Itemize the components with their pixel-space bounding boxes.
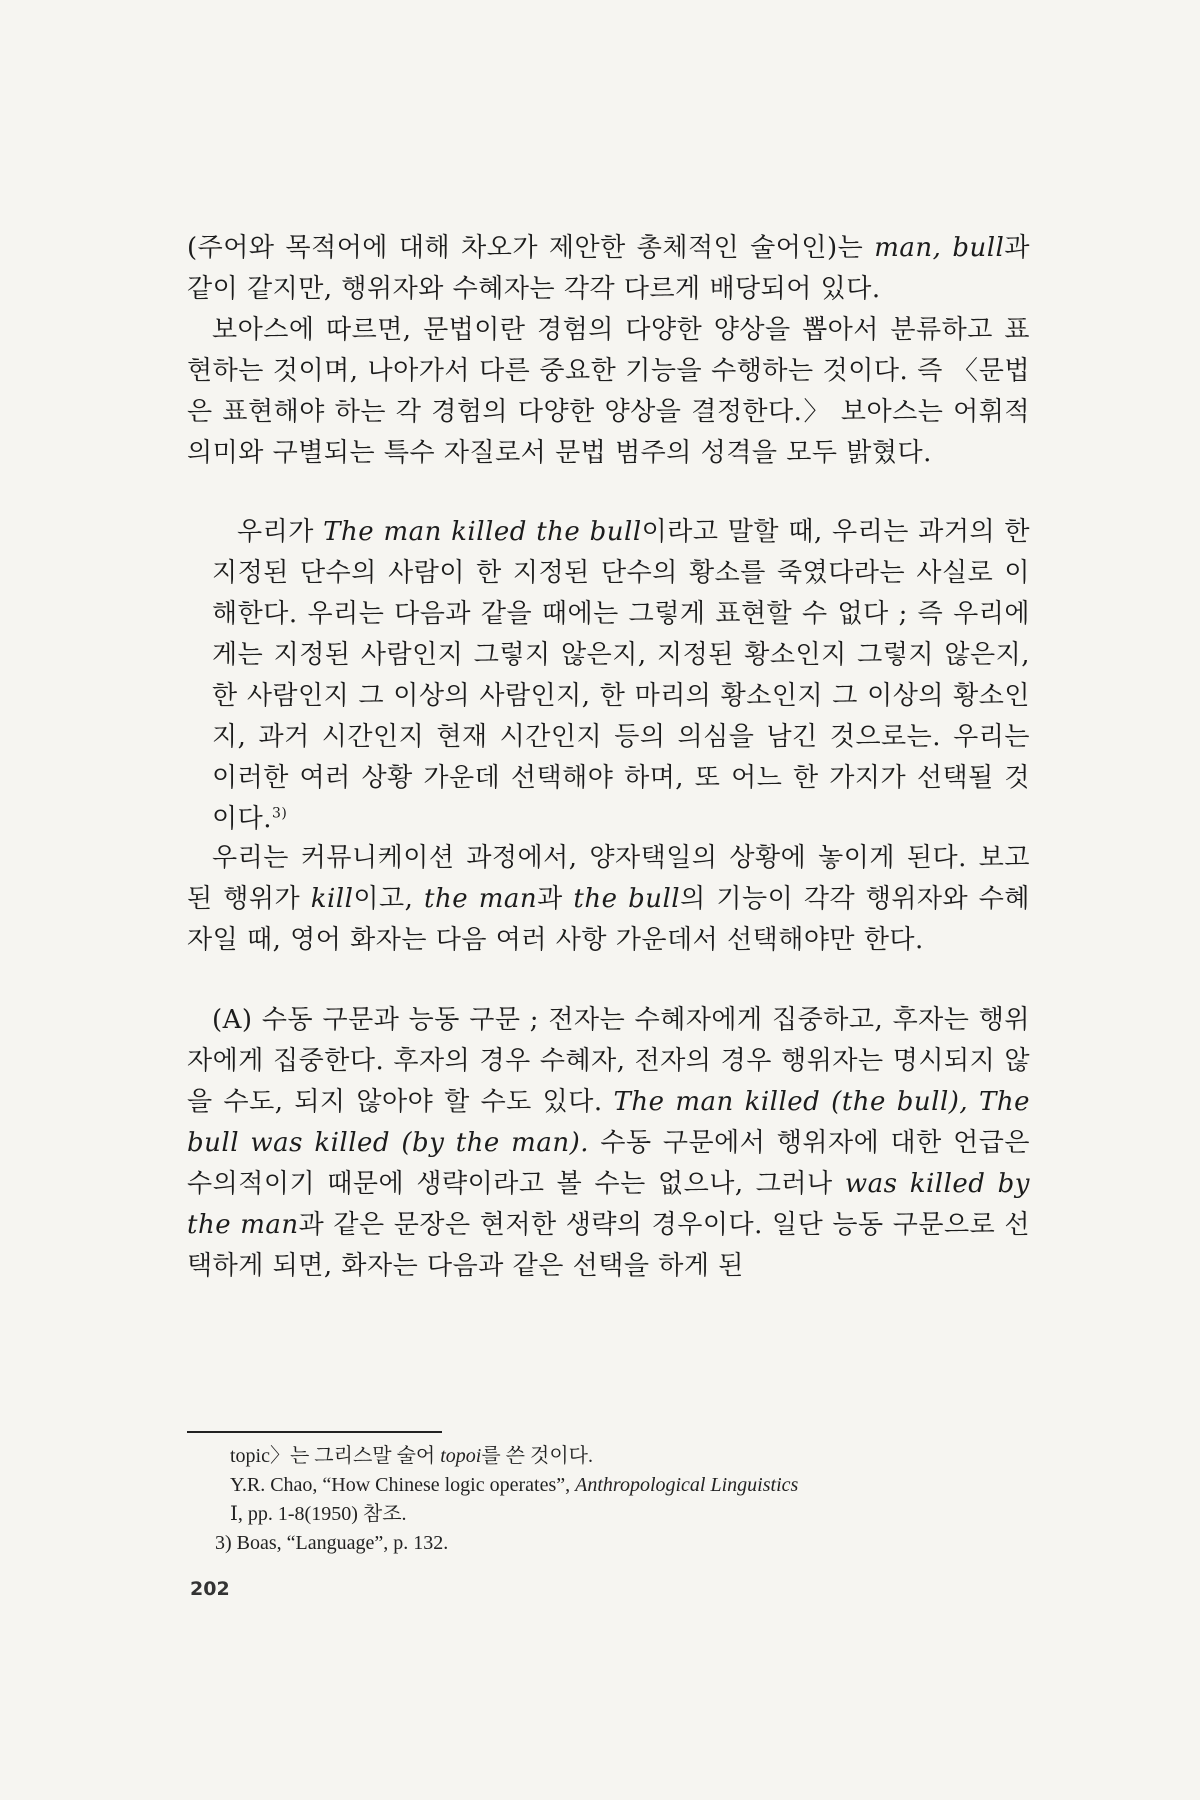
paragraph-boas — [187, 310, 1030, 474]
footnote-italic-text: topoi — [440, 1445, 482, 1467]
footnote-italic-text: Anthropological Linguistics — [575, 1474, 799, 1496]
paragraph-text: 수동 구문에서 행위자에 대한 언급은 수의적이기 때문에 생략이라고 볼 수는 없으나, 그러나 — [187, 1128, 1030, 1199]
block-quote — [212, 512, 1030, 840]
paragraph-text: (주어와 목적어에 대해 차오가 제안한 총체적인 술어인)는 — [187, 233, 875, 263]
footnote-line — [230, 1471, 1030, 1500]
paragraph-text: (A) 수동 구문과 능동 구문 ; 전자는 수혜자에게 집중하고, 후자는 행위자에게 집중한다. 후자의 경우 수혜자, 전자의 경우 행위자는 명시되지 않을 수도, 되지 않아야 할 수도 있다. — [187, 1005, 1030, 1117]
paragraph-italic-text: was killed by the man — [187, 1169, 1030, 1240]
footnote-divider — [187, 1431, 442, 1433]
paragraph-italic-text: the man — [424, 884, 538, 914]
quote-text: 우리가 — [237, 517, 324, 547]
paragraph-italic-text: the bull — [573, 884, 681, 914]
quote-text: 이라고 말할 때, 우리는 과거의 한 지정된 단수의 사람이 한 지정된 단수의 황소를 죽였다라는 사실로 이해한다. 우리는 다음과 같을 때에는 그렇게 표현할 수 없다 ; 즉 우리에게는 지정된 사람인지 그렇지 않은지, 지정된 황소인지 그렇지 않은지, 한 사람인지 그 이상의 사람인지, 한 마리의 황소인지 그 이상의 황소인지, 과거 시간인지 현재 시간인지 등의 의심을 남긴 것으로는. 우리는 이러한 여러 상황 가운데 선택해야 하며, 또 어느 한 가지가 선택될 것이다. — [212, 517, 1030, 834]
footnotes — [215, 1442, 1030, 1558]
paragraph-italic-text: kill — [310, 884, 354, 914]
paragraph-text: 이고, — [353, 884, 425, 914]
paragraph-italic-text: The man killed (the bull), The bull was killed (by the man). — [187, 1087, 1031, 1158]
paragraph-text: 우리는 커뮤니케이션 과정에서, 양자택일의 상황에 놓이게 된다. 보고된 행위가 — [187, 843, 1030, 914]
footnote-line — [230, 1442, 1030, 1471]
page-number: 202 — [190, 1578, 230, 1600]
paragraph-text: 과 같이 같지만, 행위자와 수혜자는 각각 다르게 배당되어 있다. — [187, 233, 1030, 304]
paragraph-text: 과 — [537, 884, 574, 914]
paragraph-continuation — [187, 228, 1030, 310]
paragraph-communication — [187, 838, 1030, 961]
paragraph-item-a — [187, 1000, 1030, 1287]
footnote-text: Y.R. Chao, “How Chinese logic operates”, — [230, 1474, 576, 1496]
footnote-line: 3) Boas, “Language”, p. 132. — [215, 1532, 449, 1554]
quote-italic-text: The man killed the bull — [323, 517, 642, 547]
footnote-text: topic〉는 그리스말 술어 — [230, 1445, 441, 1467]
paragraph-text: 의 기능이 각각 행위자와 수혜자일 때, 영어 화자는 다음 여러 사항 가운데서 선택해야만 한다. — [187, 884, 1031, 955]
footnote-reference: 3) — [272, 805, 288, 822]
footnote-line: Ⅰ, pp. 1-8(1950) 참조. — [230, 1503, 407, 1525]
footnote-text: 를 쓴 것이다. — [481, 1445, 593, 1467]
paragraph-italic-text: man, bull — [874, 233, 1005, 263]
paragraph-text: 보아스에 따르면, 문법이란 경험의 다양한 양상을 뽑아서 분류하고 표현하는 것이며, 나아가서 다른 중요한 기능을 수행하는 것이다. 즉 〈문법은 표현해야 하는 각 경험의 다양한 양상을 결정한다.〉 보아스는 어휘적 의미와 구별되는 특수 자질로서 문법 범주의 성격을 모두 밝혔다. — [187, 315, 1030, 468]
paragraph-text: 과 같은 문장은 현저한 생략의 경우이다. 일단 능동 구문으로 선택하게 되면, 화자는 다음과 같은 선택을 하게 된 — [187, 1210, 1030, 1281]
